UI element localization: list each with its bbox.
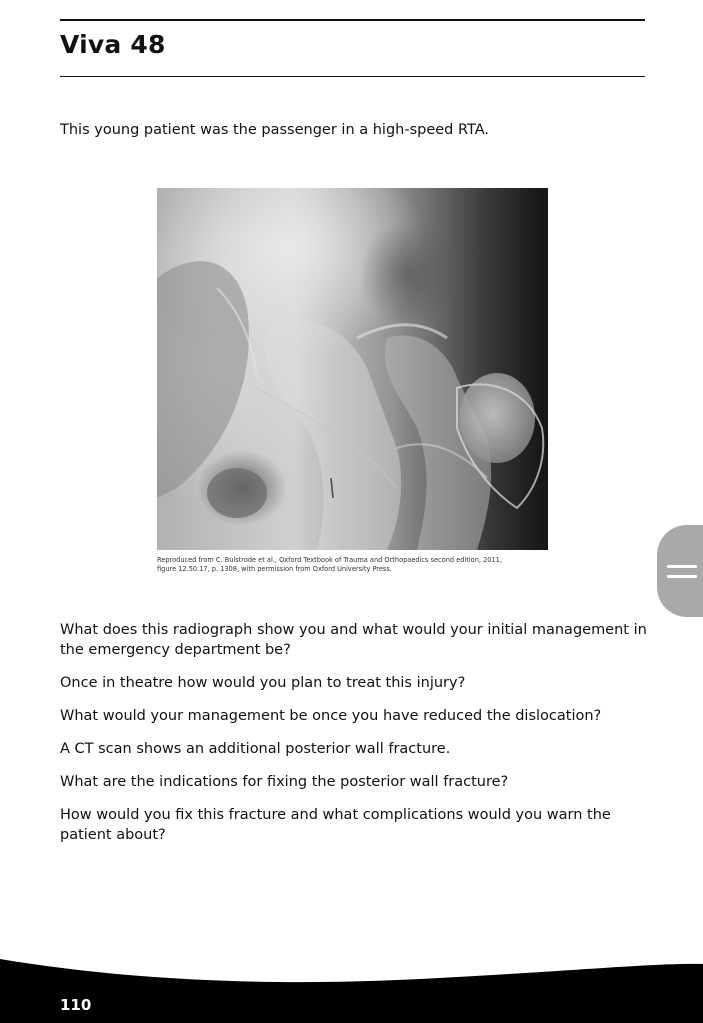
caption-line-2: figure 12.50.17, p. 1308, with permission from Oxford University Press.: [157, 565, 392, 573]
question-item: What would your management be once you have reduced the dislocation?: [60, 708, 602, 724]
caption-line-1: Reproduced from C. Bulstrode et al., Oxford Textbook of Trauma and Orthopaedics second edition, 2011,: [157, 556, 502, 564]
question-item: Once in theatre how would you plan to treat this injury?: [60, 675, 466, 691]
radiograph-image: [157, 188, 548, 550]
page-title: Viva 48: [60, 30, 166, 59]
question-item: A CT scan shows an additional posterior wall fracture.: [60, 741, 451, 757]
question-list: [60, 620, 648, 858]
question-item: How would you fix this fracture and what complications would you warn the patient about?: [60, 807, 611, 843]
page-number: 110: [60, 996, 92, 1014]
footer-band: [0, 945, 703, 1023]
figure-caption: [157, 556, 557, 574]
section-tab[interactable]: [657, 525, 703, 617]
header-rule-bottom: [60, 76, 645, 77]
header-rule-top: [60, 19, 645, 21]
intro-text: This young patient was the passenger in a high-speed RTA.: [60, 122, 490, 138]
question-item: What does this radiograph show you and what would your initial management in the emergency department be?: [60, 622, 647, 658]
question-item: What are the indications for fixing the posterior wall fracture?: [60, 774, 509, 790]
